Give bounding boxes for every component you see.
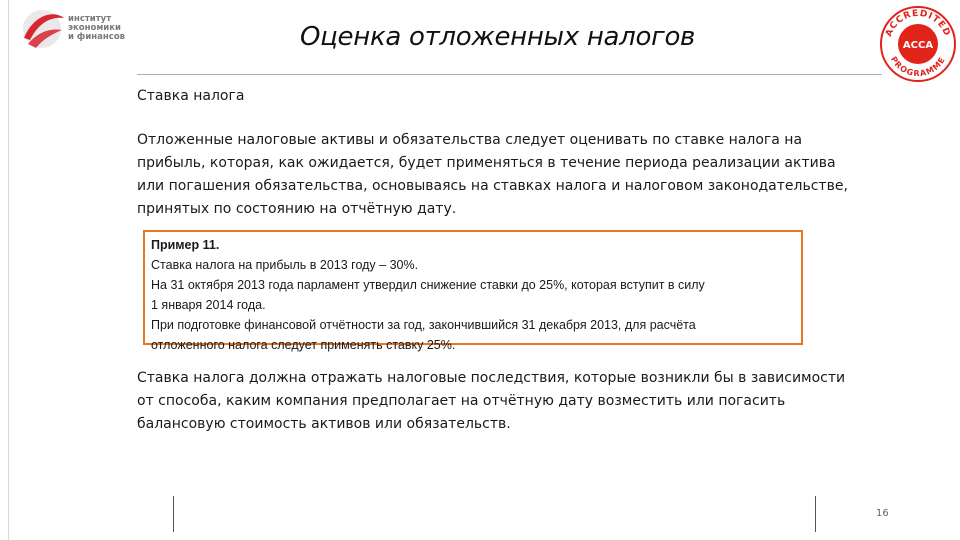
institute-logo bbox=[20, 8, 140, 50]
example-line-1: Ставка налога на прибыль в 2013 году – 30%. bbox=[151, 258, 419, 272]
example-line-3: 1 января 2014 года. bbox=[151, 298, 266, 312]
logo-text bbox=[68, 15, 125, 42]
logo-line-1: институт bbox=[68, 14, 112, 24]
footer-divider-left bbox=[173, 496, 174, 532]
badge-center-text: ACCA bbox=[902, 40, 934, 51]
example-line-2: На 31 октября 2013 года парламент утвердил снижение ставки до 25%, которая вступит в силу bbox=[151, 278, 705, 292]
left-border-line bbox=[8, 0, 9, 540]
section-heading: Ставка налога bbox=[137, 88, 245, 104]
logo-line-3: и финансов bbox=[68, 32, 126, 42]
example-title: Пример 11. bbox=[151, 238, 220, 252]
example-box bbox=[143, 230, 803, 352]
acca-accredited-badge bbox=[878, 4, 958, 84]
badge-bottom-text: PROGRAMME bbox=[888, 55, 948, 79]
page-title: Оценка отложенных налогов bbox=[300, 22, 696, 52]
title-divider bbox=[137, 74, 882, 75]
badge-top-text: ACCREDITED bbox=[884, 8, 952, 39]
logo-swoosh-icon bbox=[20, 8, 66, 50]
example-line-4: При подготовке финансовой отчётности за год, закончившийся 31 декабря 2013, для расчёта bbox=[151, 318, 696, 332]
paragraph-tax-consequences: Ставка налога должна отражать налоговые последствия, которые возникли бы в зависимости от способа, каким компания предполагает на отчётную дату возместить или погасить балансовую стоимость активов или обязательств. bbox=[137, 370, 846, 432]
example-line-5: отложенного налога следует применять ставку 25%. bbox=[151, 338, 456, 352]
page-number: 16 bbox=[876, 508, 889, 519]
footer-divider-right bbox=[815, 496, 816, 532]
logo-line-2: экономики bbox=[68, 23, 121, 33]
paragraph-deferred-tax: Отложенные налоговые активы и обязательства следует оценивать по ставке налога на прибыль, которая, как ожидается, будет применяться в течение периода реализации актива или погашения обязательства, основываясь на ставках налога и налоговом законодательстве, принятых по состоянию на отчётную дату. bbox=[137, 132, 848, 217]
